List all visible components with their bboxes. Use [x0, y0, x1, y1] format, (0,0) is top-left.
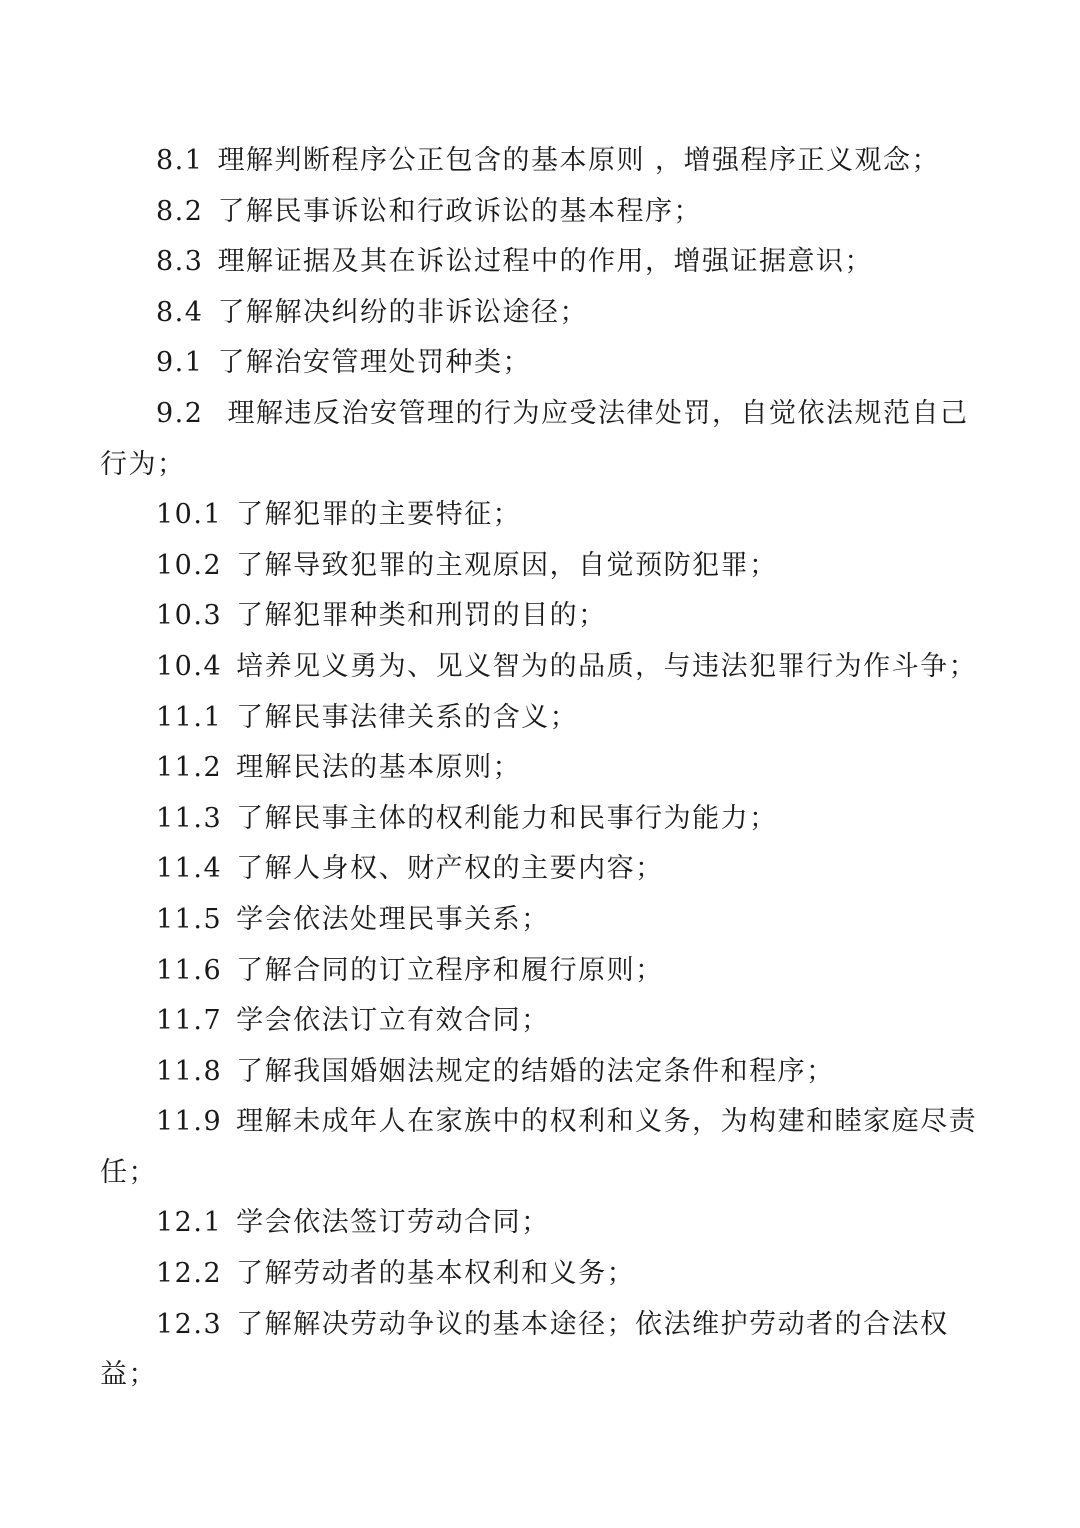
item-number: 11.4 [156, 853, 223, 885]
item-text: 了解解决纠纷的非诉讼途径； [217, 296, 588, 328]
list-item-8-2 [100, 187, 990, 238]
list-item-11-7 [100, 996, 990, 1047]
item-number: 11.6 [156, 954, 223, 986]
list-item-11-9 [100, 1097, 990, 1198]
list-item-9-2 [100, 389, 990, 490]
list-item-11-3 [100, 794, 990, 845]
item-text: 学会依法订立有效合同； [236, 1005, 550, 1037]
list-item-11-6 [100, 946, 990, 997]
item-text: 理解证据及其在诉讼过程中的作用，增强证据意识； [217, 246, 873, 278]
item-number: 11.7 [156, 1005, 223, 1037]
item-number: 8.2 [156, 195, 204, 227]
item-text: 理解民法的基本原则； [236, 752, 522, 784]
list-item-8-1 [100, 136, 990, 187]
item-text: 理解违反治安管理的行为应受法律处罚，自觉依法规范自己行为； [100, 397, 969, 480]
item-text: 培养见义勇为、见义智为的品质，与违法犯罪行为作斗争； [236, 650, 978, 682]
item-number: 12.3 [156, 1308, 223, 1340]
item-text: 了解犯罪的主要特征； [236, 499, 522, 531]
list-item-12-3 [100, 1300, 990, 1401]
list-item-8-4 [100, 288, 990, 339]
list-item-11-1 [100, 693, 990, 744]
list-item-10-4 [100, 642, 990, 693]
item-number: 11.1 [156, 701, 223, 733]
item-text: 了解民事诉讼和行政诉讼的基本程序； [217, 195, 702, 227]
item-text: 了解治安管理处罚种类； [217, 347, 531, 379]
list-item-10-2 [100, 541, 990, 592]
list-item-9-1 [100, 338, 990, 389]
item-number: 10.4 [156, 650, 223, 682]
item-number: 8.1 [156, 145, 204, 176]
item-number: 8.3 [156, 246, 204, 278]
item-number: 11.3 [156, 802, 223, 834]
item-text: 理解判断程序公正包含的基本原则 ，增强程序正义观念； [217, 145, 941, 176]
item-text: 学会依法签订劳动合同； [236, 1207, 550, 1239]
item-text: 了解合同的订立程序和履行原则； [236, 954, 664, 986]
item-number: 11.9 [156, 1106, 223, 1138]
item-number: 12.1 [156, 1207, 223, 1239]
item-text: 了解民事法律关系的含义； [236, 701, 579, 733]
item-number: 11.2 [156, 752, 223, 784]
list-item-11-2 [100, 743, 990, 794]
item-number: 10.1 [156, 499, 223, 531]
item-number: 9.1 [156, 347, 204, 379]
list-item-8-3 [100, 237, 990, 288]
item-number: 11.8 [156, 1055, 223, 1087]
document-body [100, 136, 990, 1401]
list-item-11-5 [100, 895, 990, 946]
item-text: 了解民事主体的权利能力和民事行为能力； [236, 802, 778, 834]
item-number: 10.3 [156, 600, 223, 632]
item-text: 了解导致犯罪的主观原因，自觉预防犯罪； [236, 549, 778, 581]
item-text: 理解未成年人在家族中的权利和义务，为构建和睦家庭尽责任； [100, 1106, 978, 1188]
list-item-11-8 [100, 1047, 990, 1098]
list-item-10-3 [100, 591, 990, 642]
item-text: 了解人身权、财产权的主要内容； [236, 853, 664, 885]
item-text: 了解犯罪种类和刑罚的目的； [236, 600, 607, 632]
item-number: 9.2 [156, 397, 204, 429]
item-number: 11.5 [156, 903, 223, 935]
list-item-12-2 [100, 1249, 990, 1300]
list-item-12-1 [100, 1198, 990, 1249]
item-text: 了解劳动者的基本权利和义务； [236, 1258, 636, 1290]
item-text: 学会依法处理民事关系； [236, 903, 550, 935]
list-item-10-1 [100, 490, 990, 541]
item-text: 了解解决劳动争议的基本途径；依法维护劳动者的合法权益； [100, 1308, 949, 1391]
list-item-11-4 [100, 844, 990, 895]
item-number: 10.2 [156, 549, 223, 581]
item-number: 8.4 [156, 296, 204, 328]
item-text: 了解我国婚姻法规定的结婚的法定条件和程序； [236, 1055, 835, 1087]
item-number: 12.2 [156, 1258, 223, 1290]
